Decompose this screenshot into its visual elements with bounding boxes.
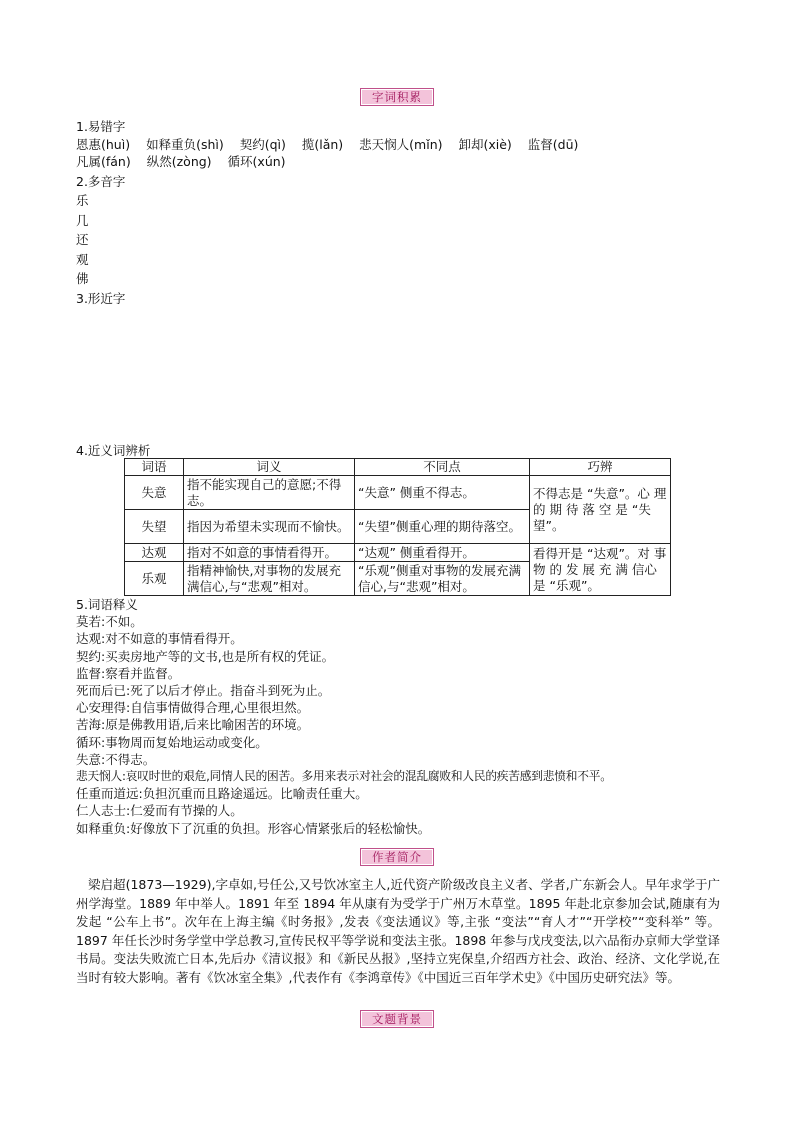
definition-item: 心安理得:自信事情做得合理,心里很坦然。 bbox=[76, 700, 310, 716]
section-definitions bbox=[76, 596, 726, 837]
typo-row-2 bbox=[76, 153, 726, 171]
table-row bbox=[125, 476, 671, 510]
typo-word: 凡属(fán) bbox=[76, 154, 131, 169]
table-cell-word: 失意 bbox=[125, 476, 184, 510]
definition-item: 死而后已:死了以后才停止。指奋斗到死为止。 bbox=[76, 683, 331, 699]
table-cell-tip: 不得志是 “失意”。心 理 的 期 待 落 空 是 “失望”。 bbox=[530, 476, 671, 544]
definition-item: 苦海:原是佛教用语,后来比喻困苦的环境。 bbox=[76, 717, 310, 733]
author-bio-paragraph: 梁启超(1873—1929),字卓如,号任公,又号饮冰室主人,近代资产阶级改良主义者、学者,广东新会人。早年求学于广州学海堂。1889 年中举人。1891 年至 1894 年从康有为受学于广州万木草堂。1895 年赴北京参加会试,随康有为发起 “公车上书”。次年在上海主编《时务报》,发表《变法通议》等,主张 “变法”“育人才”“开学校”“变科举” 等。1897 年任长沙时务学堂中学总教习,宣传民权平等学说和变法主张。1898 年参与戊戌变法,以六品衔办京师大学堂译书局。变法失败流亡日本,先后办《清议报》和《新民丛报》,坚持立宪保皇,介绍西方社会、政治、经济、文化学说,在当时有较大影响。著有《饮冰室全集》,代表作有《李鸿章传》《中国近三百年学术史》《中国历史研究法》等。 bbox=[76, 877, 720, 985]
table-cell-meaning: 指对不如意的事情看得开。 bbox=[184, 544, 355, 562]
table-header: 不同点 bbox=[355, 459, 530, 476]
section-badge-author: 作者简介 bbox=[360, 848, 434, 866]
heading-similar-chars: 3.形近字 bbox=[76, 290, 126, 306]
polyphone-char: 几 bbox=[76, 212, 89, 228]
table-header: 词义 bbox=[184, 459, 355, 476]
table-cell-word: 失望 bbox=[125, 510, 184, 544]
typo-word: 如释重负(shì) bbox=[146, 136, 224, 152]
typo-row-1 bbox=[76, 136, 726, 154]
table-header: 词语 bbox=[125, 459, 184, 476]
definition-item: 循环:事物周而复始地运动或变化。 bbox=[76, 734, 268, 750]
table-cell-difference: “失意” 侧重不得志。 bbox=[355, 476, 530, 510]
definition-item: 莫若:不如。 bbox=[76, 614, 143, 630]
table-cell-meaning: 指精神愉快,对事物的发展充满信心,与“悲观”相对。 bbox=[184, 562, 355, 596]
table-header: 巧辨 bbox=[530, 459, 671, 476]
typo-word: 循环(xún) bbox=[227, 154, 286, 169]
typo-word: 卸却(xiè) bbox=[458, 136, 512, 152]
table-cell-difference: “失望”侧重心理的期待落空。 bbox=[355, 510, 530, 544]
table-cell-difference: “乐观”侧重对事物的发展充满信心,与“悲观”相对。 bbox=[355, 562, 530, 596]
typo-word: 监督(dū) bbox=[527, 136, 579, 152]
heading-definitions: 5.词语释义 bbox=[76, 597, 138, 612]
typo-word: 恩惠(huì) bbox=[76, 136, 131, 152]
definition-item: 契约:买卖房地产等的文书,也是所有权的凭证。 bbox=[76, 648, 335, 664]
table-cell-tip: 看得开是 “达观”。对 事 物 的 发 展 充 满 信心是 “乐观”。 bbox=[530, 544, 671, 596]
definition-item: 悲天悯人:哀叹时世的艰危,同情人民的困苦。多用来表示对社会的混乱腐败和人民的疾苦感到悲愤和不平。 bbox=[76, 769, 612, 784]
table-cell-word: 达观 bbox=[125, 544, 184, 562]
typo-word: 揽(lǎn) bbox=[301, 136, 344, 152]
table-row bbox=[125, 544, 671, 562]
polyphone-char: 还 bbox=[76, 232, 89, 247]
heading-polyphone: 2.多音字 bbox=[76, 173, 126, 189]
section-badge-vocab: 字词积累 bbox=[360, 88, 434, 106]
section-badge-background: 文题背景 bbox=[360, 1010, 434, 1028]
definition-item: 仁人志士:仁爱而有节操的人。 bbox=[76, 803, 243, 819]
heading-typo: 1.易错字 bbox=[76, 119, 126, 134]
definition-item: 任重而道远:负担沉重而且路途遥远。比喻责任重大。 bbox=[76, 786, 368, 802]
table-header-row bbox=[125, 459, 671, 476]
table-cell-difference: “达观” 侧重看得开。 bbox=[355, 544, 530, 562]
definition-item: 监督:察看并监督。 bbox=[76, 665, 181, 681]
definition-item: 失意:不得志。 bbox=[76, 751, 156, 767]
section-typo-chars bbox=[76, 118, 726, 307]
heading-synonyms: 4.近义词辨析 bbox=[76, 443, 151, 458]
typo-word: 契约(qì) bbox=[239, 136, 286, 152]
synonym-table bbox=[124, 458, 671, 596]
definition-item: 达观:对不如意的事情看得开。 bbox=[76, 631, 243, 647]
definition-item: 如释重负:好像放下了沉重的负担。形容心情紧张后的轻松愉快。 bbox=[76, 820, 431, 836]
polyphone-char: 观 bbox=[76, 251, 89, 267]
typo-word: 悲天悯人(mǐn) bbox=[359, 136, 443, 152]
polyphone-char: 乐 bbox=[76, 193, 89, 208]
table-cell-meaning: 指不能实现自己的意愿;不得志。 bbox=[184, 476, 355, 510]
polyphone-char: 佛 bbox=[76, 271, 89, 286]
typo-word: 纵然(zòng) bbox=[146, 154, 212, 169]
table-cell-meaning: 指因为希望未实现而不愉快。 bbox=[184, 510, 355, 544]
table-cell-word: 乐观 bbox=[125, 562, 184, 596]
